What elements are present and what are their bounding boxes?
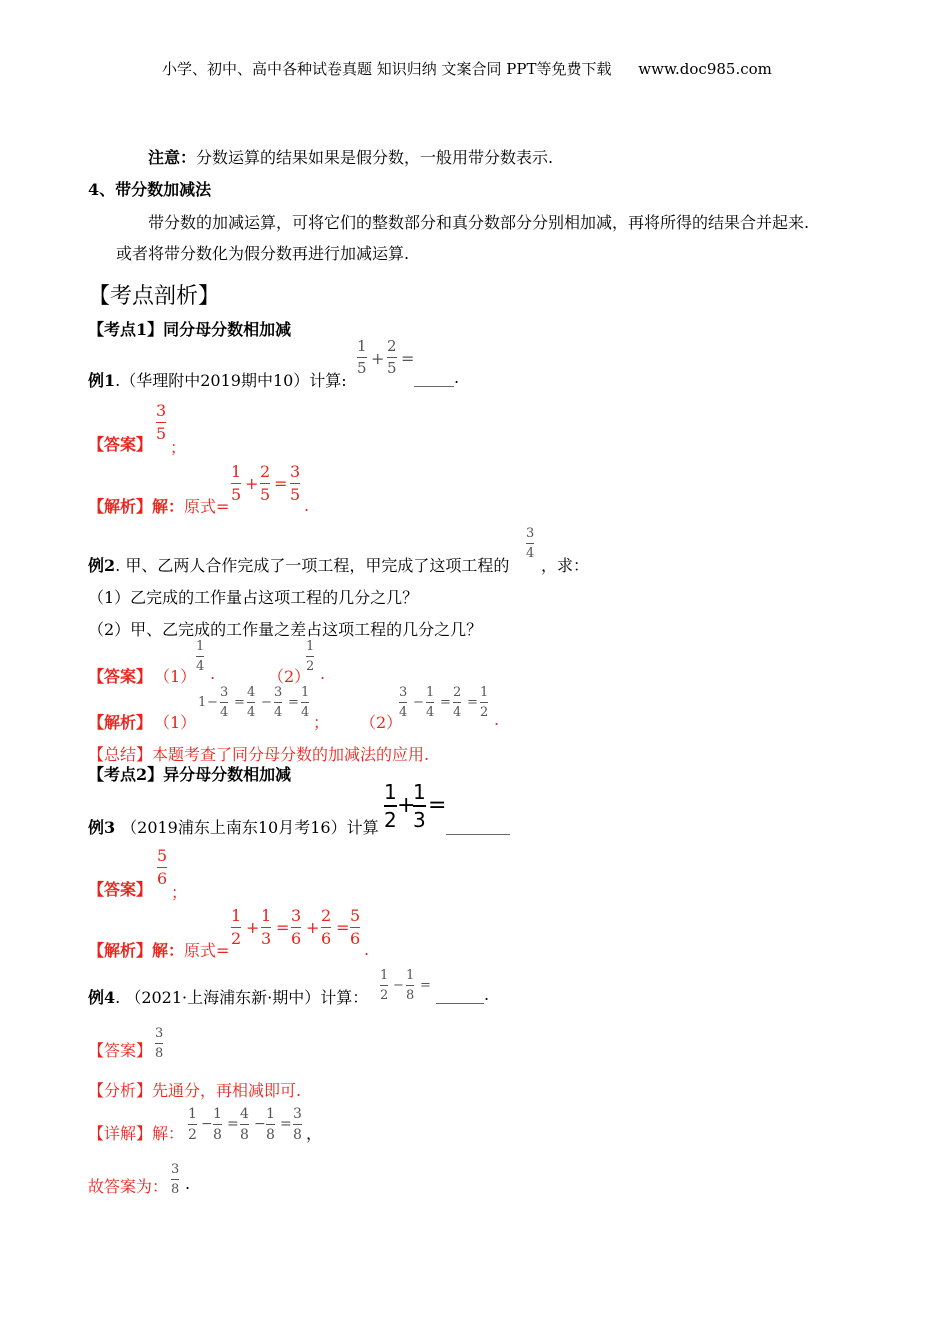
ex2-s1-minus2: − <box>261 695 272 710</box>
ex3-a3: 3 6 <box>291 906 302 948</box>
section4-p1: 带分数的加减运算，可将它们的整数部分和真分数部分分别相加减，再将所得的结果合并起来. <box>148 213 810 232</box>
note-label: 注意： <box>148 148 197 167</box>
ex1-text: .（华理附中2019期中10）计算: <box>115 371 347 390</box>
ex4-d-eq2: = <box>280 1116 292 1132</box>
ex2-s2-prefix: （2） <box>360 713 403 732</box>
ex3-analysis-head: 解： <box>152 941 185 960</box>
ex3-a4: 2 6 <box>321 906 332 948</box>
ex4-line <box>88 985 368 1008</box>
ex4-d2: 1 8 <box>213 1106 222 1143</box>
ex3-analysis-line <box>88 938 229 961</box>
ex2-ans1-dot: . <box>210 664 216 683</box>
ex2-analysis-label: 【解析】 <box>88 713 153 732</box>
ex3-line <box>88 815 379 838</box>
ex3-a-eq1: = <box>276 918 290 937</box>
section4-title: 4、带分数加减法 <box>88 180 212 199</box>
ex4-text: . （2021·上海浦东新·期中）计算： <box>115 988 369 1007</box>
ex1-a-tail: . <box>304 496 310 515</box>
ex3-a-eq2: = <box>336 918 350 937</box>
ex2-q1: （1）乙完成的工作量占这项工程的几分之几？ <box>88 588 419 607</box>
ex2-s2-dot: . <box>494 710 500 729</box>
ex2-ans1-frac: 1 4 <box>196 639 205 674</box>
ex3-a-plus2: + <box>306 918 320 937</box>
ex1-analysis-label: 【解析】 <box>88 497 153 516</box>
ex3-frac1: 1 2 <box>384 780 397 832</box>
ex2-s1-eq1: = <box>234 695 245 710</box>
ex1-blank: _____. <box>414 368 460 387</box>
ex4-fenxi: 【分析】先通分，再相减即可. <box>88 1081 302 1100</box>
ex4-frac1: 1 2 <box>380 968 389 1003</box>
ex4-d-comma: ， <box>306 1124 323 1143</box>
ex3-answer-frac: 5 6 <box>157 846 168 888</box>
ex4-eq: = <box>420 978 431 993</box>
ex4-d3: 4 8 <box>240 1106 249 1143</box>
ex1-a2: 2 5 <box>260 462 271 504</box>
ex3-frac2: 1 3 <box>413 780 426 832</box>
ex3-a2: 1 3 <box>261 906 272 948</box>
ex2-s2-eq1: = <box>440 695 451 710</box>
ex2-s1-eq2: = <box>288 695 299 710</box>
ex2-ans2-prefix: （2） <box>268 667 311 686</box>
ex2-summary: 【总结】本题考查了同分母分数的加减法的应用. <box>88 745 430 764</box>
ex2-s1-one: 1 <box>198 695 207 710</box>
note-line <box>148 145 553 168</box>
ex3-analysis-text: 原式= <box>184 941 230 960</box>
ex3-a1: 1 2 <box>231 906 242 948</box>
kp1-title: 【考点1】同分母分数相加减 <box>88 320 292 339</box>
ex3-text: （2019浦东上南东10月考16）计算 <box>121 818 379 837</box>
ex4-frac2: 1 8 <box>406 968 415 1003</box>
ex3-answer-label: 【答案】 <box>88 880 153 899</box>
kp2-title: 【考点2】异分母分数相加减 <box>88 765 292 784</box>
ex4-detail-line <box>88 1121 184 1144</box>
ex1-a-eq: = <box>274 474 288 493</box>
ex3-a5: 5 6 <box>350 906 361 948</box>
kaodian-title: 【考点剖析】 <box>88 284 221 309</box>
ex1-answer-label: 【答案】 <box>88 435 153 454</box>
note-text: 分数运算的结果如果是假分数，一般用带分数表示. <box>196 148 554 167</box>
ex1-line <box>88 368 347 391</box>
ex2-q2: （2）甲、乙完成的工作量之差占这项工程的几分之几？ <box>88 620 483 639</box>
ex4-d-minus2: − <box>254 1116 266 1132</box>
ex2-ans2-frac: 1 2 <box>306 639 315 674</box>
ex2-s2-f1: 3 4 <box>399 685 408 720</box>
ex4-detail-head: 解： <box>152 1124 185 1143</box>
ex1-eq: = <box>401 349 415 368</box>
ex2-s2-f4: 1 2 <box>480 685 489 720</box>
ex2-s1-f3: 3 4 <box>274 685 283 720</box>
ex1-label: 例1 <box>88 371 116 390</box>
ex1-analysis-head: 解： <box>152 497 185 516</box>
ex4-d5: 3 8 <box>293 1106 302 1143</box>
ex4-final-frac: 3 8 <box>171 1162 180 1197</box>
ex2-s1-f4: 1 4 <box>301 685 310 720</box>
ex1-frac1: 1 5 <box>357 337 367 377</box>
ex1-answer-tail: ； <box>170 438 187 457</box>
ex4-d-eq1: = <box>227 1116 239 1132</box>
ex2-s1-f2: 4 4 <box>247 685 256 720</box>
ex2-s2-f3: 2 4 <box>453 685 462 720</box>
ex2-s1-semi: ； <box>313 713 330 732</box>
ex4-answer-frac: 3 8 <box>155 1026 164 1061</box>
ex2-ans1-prefix: （1） <box>154 667 197 686</box>
ex2-line <box>88 553 509 576</box>
ex2-ans2-dot: . <box>320 664 326 683</box>
ex1-plus: + <box>371 349 385 368</box>
ex4-answer-label: 【答案】 <box>88 1041 153 1060</box>
ex4-d-minus1: − <box>201 1116 213 1132</box>
ex2-s2-minus: − <box>413 695 424 710</box>
ex3-plus: + <box>397 793 416 818</box>
ex2-label: 例2 <box>88 556 116 575</box>
ex2-s2-f2: 1 4 <box>426 685 435 720</box>
header-url[interactable]: www.doc985.com <box>638 60 772 78</box>
ex2-answer-label: 【答案】 <box>88 667 153 686</box>
ex3-eq: = <box>428 793 447 818</box>
ex2-tail: ，求： <box>541 556 590 575</box>
ex4-detail-label: 【详解】 <box>88 1124 153 1143</box>
ex1-answer-frac: 3 5 <box>156 401 167 443</box>
ex2-text: . 甲、乙两人合作完成了一项工程，甲完成了这项工程的 <box>115 556 510 575</box>
ex3-blank: ________ <box>446 816 510 835</box>
page-header <box>162 58 772 79</box>
ex3-a-plus1: + <box>246 918 260 937</box>
ex2-frac: 3 4 <box>526 526 535 561</box>
ex3-analysis-label: 【解析】 <box>88 941 153 960</box>
ex1-a1: 1 5 <box>231 462 242 504</box>
ex2-s1-minus1: − <box>207 695 218 710</box>
ex4-label: 例4 <box>88 988 116 1007</box>
ex4-final: 故答案为： <box>88 1177 169 1196</box>
ex4-d1: 1 2 <box>188 1106 197 1143</box>
ex1-analysis-text: 原式= <box>184 497 230 516</box>
ex4-minus: − <box>393 978 404 993</box>
ex4-d4: 1 8 <box>266 1106 275 1143</box>
ex4-final-tail: . <box>185 1174 191 1193</box>
ex2-s1-prefix: （1） <box>154 713 197 732</box>
ex3-label: 例3 <box>88 818 116 837</box>
ex1-frac2: 2 5 <box>387 337 397 377</box>
header-text: 小学、初中、高中各种试卷真题 知识归纳 文案合同 PPT等免费下载 <box>162 60 612 78</box>
ex3-a-tail: . <box>364 940 370 959</box>
ex2-s1-f1: 3 4 <box>220 685 229 720</box>
ex3-answer-tail: ； <box>171 883 188 902</box>
ex1-a3: 3 5 <box>290 462 301 504</box>
ex1-a-plus: + <box>245 474 259 493</box>
ex1-analysis-line <box>88 494 229 517</box>
section4-p2: 或者将带分数化为假分数再进行加减运算. <box>116 244 410 263</box>
ex4-blank: ______. <box>436 985 490 1004</box>
ex2-s2-eq2: = <box>467 695 478 710</box>
